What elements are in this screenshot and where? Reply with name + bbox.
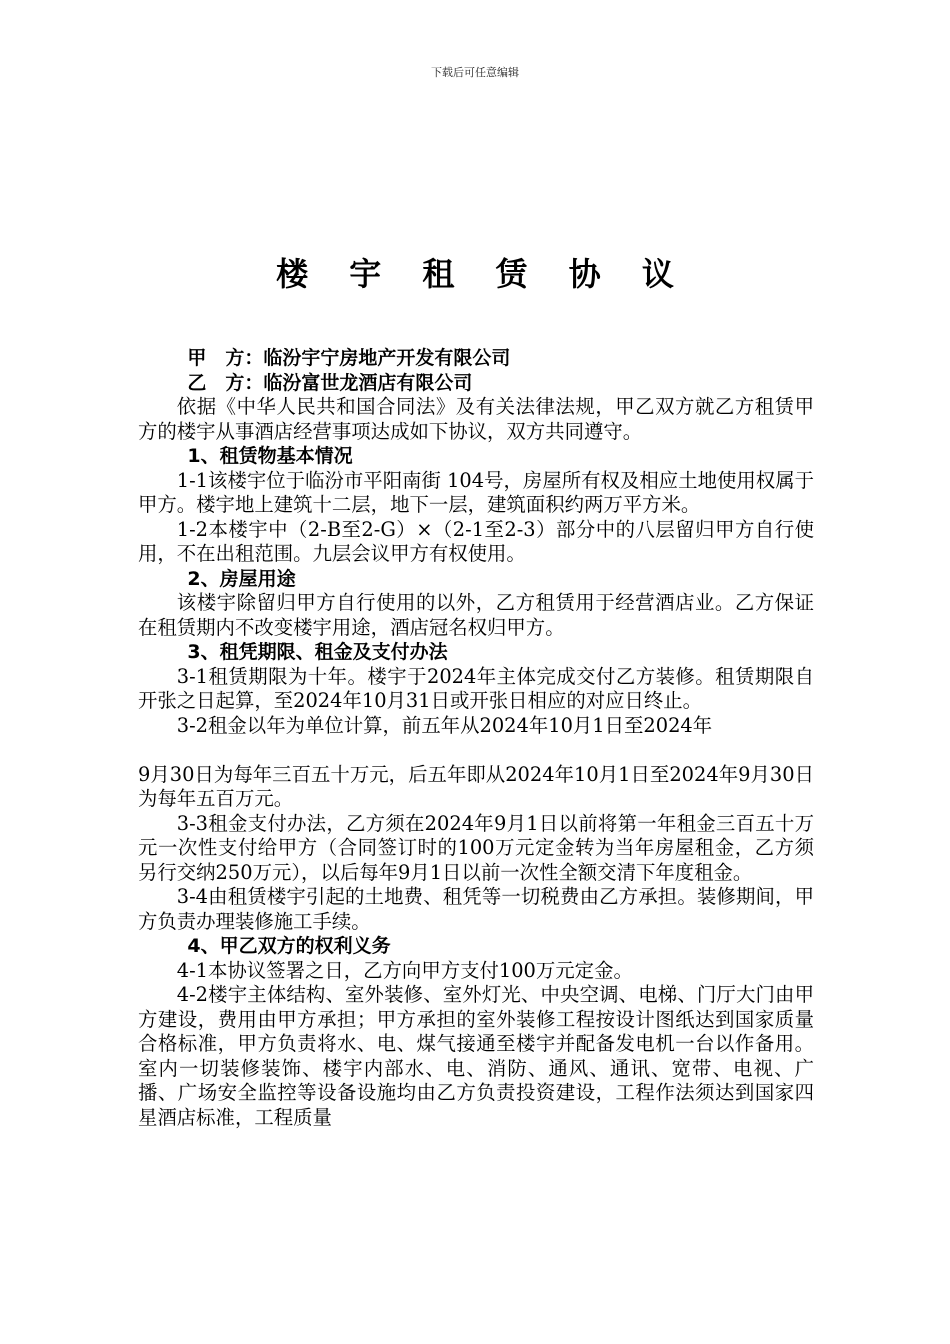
intro-paragraph: 依据《中华人民共和国合同法》及有关法律法规，甲乙双方就乙方租赁甲方的楼宇从事酒店经营事项达成如下协议，双方共同遵守。 <box>138 395 814 443</box>
clause-2: 该楼宇除留归甲方自行使用的以外，乙方租赁用于经营酒店业。乙方保证在租赁期内不改变楼宇用途，酒店冠名权归甲方。 <box>138 591 814 639</box>
clause-3-3: 3-3租金支付办法，乙方须在2024年9月1日以前将第一年租金三百五十万元一次性支付给甲方（合同签订时的100万元定金转为当年房屋租金，乙方须另行交纳250万元），以后每年9月1日以前一次性全额交清下年度租金。 <box>138 811 814 884</box>
clause-4-2: 4-2楼宇主体结构、室外装修、室外灯光、中央空调、电梯、门厅大门由甲方建设，费用由甲方承担；甲方承担的室外装修工程按设计图纸达到国家质量合格标准，甲方负责将水、电、煤气接通至楼宇并配备发电机一台以作备用。室内一切装修装饰、楼宇内部水、电、消防、通风、通讯、宽带、电视、广播、广场安全监控等设备设施均由乙方负责投资建设，工程作法须达到国家四星酒店标准，工程质量 <box>138 983 814 1129</box>
party-a: 甲 方：临汾宇宁房地产开发有限公司 <box>187 347 511 369</box>
section-heading: 4、甲乙双方的权利义务 <box>187 935 391 957</box>
clause-1-1: 1-1该楼宇位于临汾市平阳南街 104号，房屋所有权及相应土地使用权属于甲方。楼宇地上建筑十二层，地下一层，建筑面积约两万平方米。 <box>138 468 814 516</box>
party-b: 乙 方：临汾富世龙酒店有限公司 <box>187 371 473 394</box>
clause-3-4: 3-4由租赁楼宇引起的土地费、租凭等一切税费由乙方承担。装修期间，甲方负责办理装修施工手续。 <box>138 885 814 933</box>
document-body <box>138 346 814 1130</box>
document-title: 楼 宇 租 赁 协 议 <box>276 255 689 293</box>
clause-3-2: 3-2租金以年为单位计算，前五年从2024年10月1日至2024年 <box>176 713 713 737</box>
section-heading: 2、房屋用途 <box>187 567 296 590</box>
section-heading: 3、租凭期限、租金及支付办法 <box>187 641 448 663</box>
clause-3-1: 3-1租赁期限为十年。楼宇于2024年主体完成交付乙方装修。租赁期限自开张之日起算，至2024年10月31日或开张日相应的对应日终止。 <box>138 664 814 712</box>
spacer <box>138 738 814 763</box>
section-heading: 1、租赁物基本情况 <box>187 445 353 467</box>
clause-1-2: 1-2本楼宇中（2-B至2-G）×（2-1至2-3）部分中的八层留归甲方自行使用，不在出租范围。九层会议甲方有权使用。 <box>138 517 814 565</box>
header-note: 下载后可任意编辑 <box>431 66 519 79</box>
clause-4-1: 4-1本协议签署之日，乙方向甲方支付100万元定金。 <box>176 958 633 982</box>
clause-3-2-continued: 9月30日为每年三百五十万元，后五年即从2024年10月1日至2024年9月30日为每年五百万元。 <box>138 762 814 810</box>
